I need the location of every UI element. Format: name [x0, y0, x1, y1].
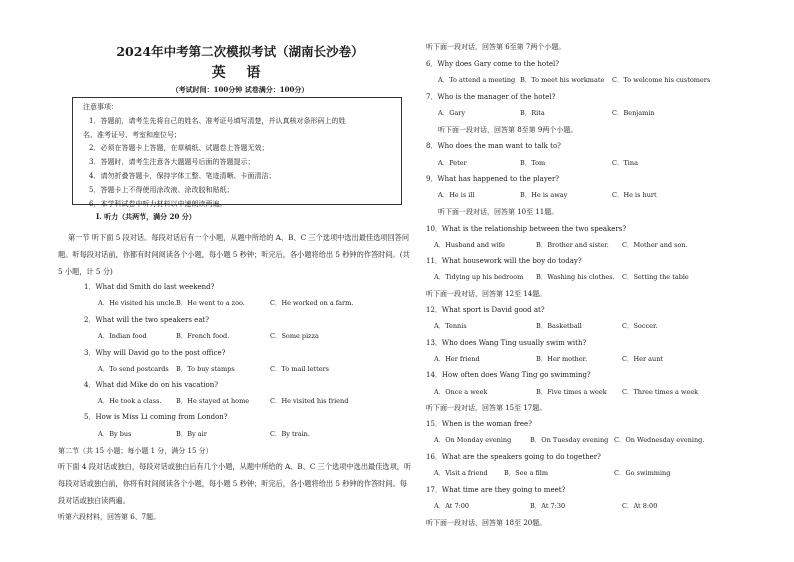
option-c: C．Some pizza [270, 332, 319, 340]
option-b: B．French food. [176, 332, 230, 340]
option-a: A．On Monday evening [434, 436, 512, 444]
notice-item: 3．答题时，请考生注意各大题题号后面的答题提示； [89, 158, 255, 167]
question-7: 7．Who is the manager of the hotel? [426, 93, 556, 101]
option-a: A．Gary [438, 109, 466, 117]
dialogue-instruction: 听下面一段对话，回答第 12至 14题。 [426, 290, 547, 298]
option-a: A．He took a class. [98, 397, 162, 405]
notice-item: 6．本学科试卷中听力材料以中速朗读两遍。 [89, 199, 227, 208]
question-6: 6．Why does Gary come to the hotel? [426, 60, 560, 68]
option-b: B．Five times a week [536, 388, 607, 396]
question-16: 16．What are the speakers going to do together? [426, 453, 601, 461]
option-a: A．Indian food [98, 332, 147, 340]
option-a: A．Visit a friend [434, 469, 488, 477]
option-c: C．At 8:00 [622, 502, 658, 510]
option-b: B．See a film [504, 469, 549, 477]
option-b: B．Brother and sister. [536, 241, 609, 249]
notice-item: 名、准考证号、考室和座位号； [83, 130, 181, 139]
question-15: 15．When is the woman free? [426, 420, 532, 428]
exam-info: （考试时间：100分钟 试卷满分：100分） [171, 85, 309, 94]
part1-intro: 第一节 听下面 5 段对话。每段对话后有一个小题，从题中所给的 A、B、C 三个选项中选出最佳选项回答问题。听每段对话前，你都有时间阅读各个小题，每小题 5 秒钟；听完后，各小题将给出 5 秒钟的作答时间。(共 5 小题，计 5 分) [58, 233, 410, 276]
exam-title: 2024年中考第二次模拟考试（湖南长沙卷） [116, 44, 364, 59]
dialogue-instruction: 听下面一段对话，回答第 15至 17题。 [426, 404, 547, 412]
option-b: B．Basketball [536, 322, 582, 330]
question-1: 1．What did Smith do last weekend? [84, 283, 215, 291]
option-a: A．Tidying up his bedroom [434, 273, 524, 281]
notice-box [72, 97, 402, 208]
option-a: A．Tennis [434, 322, 467, 330]
question-12: 12．What sport is David good at? [426, 306, 545, 314]
notice-item: 2．必须在答题卡上答题，在草稿纸、试题卷上答题无效； [89, 144, 269, 153]
option-c: C．Mother and son. [622, 241, 688, 249]
option-c: C．Her aunt [622, 355, 664, 363]
option-c: C．He visited his friend [270, 397, 349, 405]
option-b: B．Rita [520, 109, 545, 117]
option-c: C．Soccer. [622, 322, 658, 330]
question-2: 2．What will the two speakers eat? [84, 316, 210, 324]
part2-heading: 第二节（共 15 小题；每小题 1 分，满分 15 分） [58, 447, 213, 455]
part2-description: 听下面 4 段对话或独白，每段对话或独白后有几个小题，从题中所给的 A、B、C 三个选项中选出最佳选项，听每段对话或独白前，你将有时间阅读各个小题，每小题 5 秒钟；听完后，各小题将给出 5 秒钟的作答时间。每段对话或独白读两遍。 [58, 462, 412, 505]
dialogue-instruction: 听下面一段对话，回答第 10至 11题。 [438, 208, 559, 216]
question-8: 8．Who does the man want to talk to? [426, 142, 561, 150]
notice-item: 1．答题前，请考生先将自己的姓名、准考证号填写清楚，并认真核对条形码上的姓 [89, 116, 346, 125]
option-b: B．Washing his clothes. [536, 273, 615, 281]
option-b: B．He went to a zoo. [176, 299, 245, 307]
question-11: 11．What housework will the boy do today? [426, 257, 582, 265]
option-a: A．Once a week [434, 388, 488, 396]
dialogue-instruction: 听下面一段对话，回答第 18至 20题。 [426, 519, 547, 527]
dialogue-instruction: 听下面一段对话，回答第 6至第 7两个小题。 [426, 43, 566, 51]
option-c: C．Go swimming [614, 469, 671, 477]
option-a: A．At 7:00 [434, 502, 470, 510]
question-3: 3．Why will David go to the post office? [84, 349, 226, 357]
option-b: B．He is away [520, 191, 568, 199]
subject-title: 英 语 [211, 65, 269, 81]
option-b: B．Her mother. [536, 355, 588, 363]
option-b: B．To buy stamps [176, 365, 235, 373]
option-b: B．At 7:30 [530, 502, 566, 510]
question-14: 14．How often does Wang Ting go swimming? [426, 371, 591, 379]
option-c: C．By train. [270, 430, 310, 438]
option-b: B．Tom [520, 159, 546, 167]
option-c: C．On Wednesday evening. [614, 436, 705, 444]
dialogue-instruction: 听下面一段对话，回答第 8至第 9两个小题。 [438, 126, 578, 134]
notice-item: 4．请勿折叠答题卡，保持字体工整、笔迹清晰、卡面清洁； [89, 171, 276, 180]
option-c: C．Benjamin [612, 109, 655, 117]
option-c: C．He worked on a farm. [270, 299, 354, 307]
question-10: 10．What is the relationship between the two speakers? [426, 225, 627, 233]
option-a: A．To attend a meeting [438, 76, 516, 84]
option-c: C．To mail letters [270, 365, 329, 373]
question-4: 4．What did Mike do on his vacation? [84, 381, 218, 389]
option-a: A．He visited his uncle. [98, 299, 177, 307]
option-a: A．To send postcards [98, 365, 169, 373]
question-17: 17．What time are they going to meet? [426, 486, 566, 494]
option-b: B．To meet his workmate [520, 76, 605, 84]
option-c: C．He is hurt [612, 191, 657, 199]
option-a: A．By bus [98, 430, 132, 438]
option-a: A．Husband and wife [434, 241, 506, 249]
option-c: C．Setting the table [622, 273, 689, 281]
question-9: 9．What has happened to the player? [426, 175, 560, 183]
notice-item: 5．答题卡上不得使用涂改液、涂改胶和贴纸； [89, 185, 234, 194]
material-6-note: 听第六段材料，回答第 6、7题。 [58, 513, 161, 521]
question-5: 5．How is Miss Li coming from London? [84, 413, 228, 421]
notice-heading: 注意事项： [83, 103, 118, 111]
section-heading: Ⅰ. 听力（共两节，满分 20 分） [96, 212, 196, 221]
option-b: B．By air [176, 430, 207, 438]
option-a: A．Her friend [434, 355, 480, 363]
option-a: A．He is ill [438, 191, 475, 199]
option-c: C．Tina [612, 159, 638, 167]
option-a: A．Peter [438, 159, 467, 167]
question-13: 13．Who does Wang Ting usually swim with? [426, 339, 587, 347]
option-c: C．To welcome his customers [612, 76, 711, 84]
option-c: C．Three times a week [622, 388, 699, 396]
option-b: B．On Tuesday evening [530, 436, 609, 444]
option-b: B．He stayed at home [176, 397, 250, 405]
